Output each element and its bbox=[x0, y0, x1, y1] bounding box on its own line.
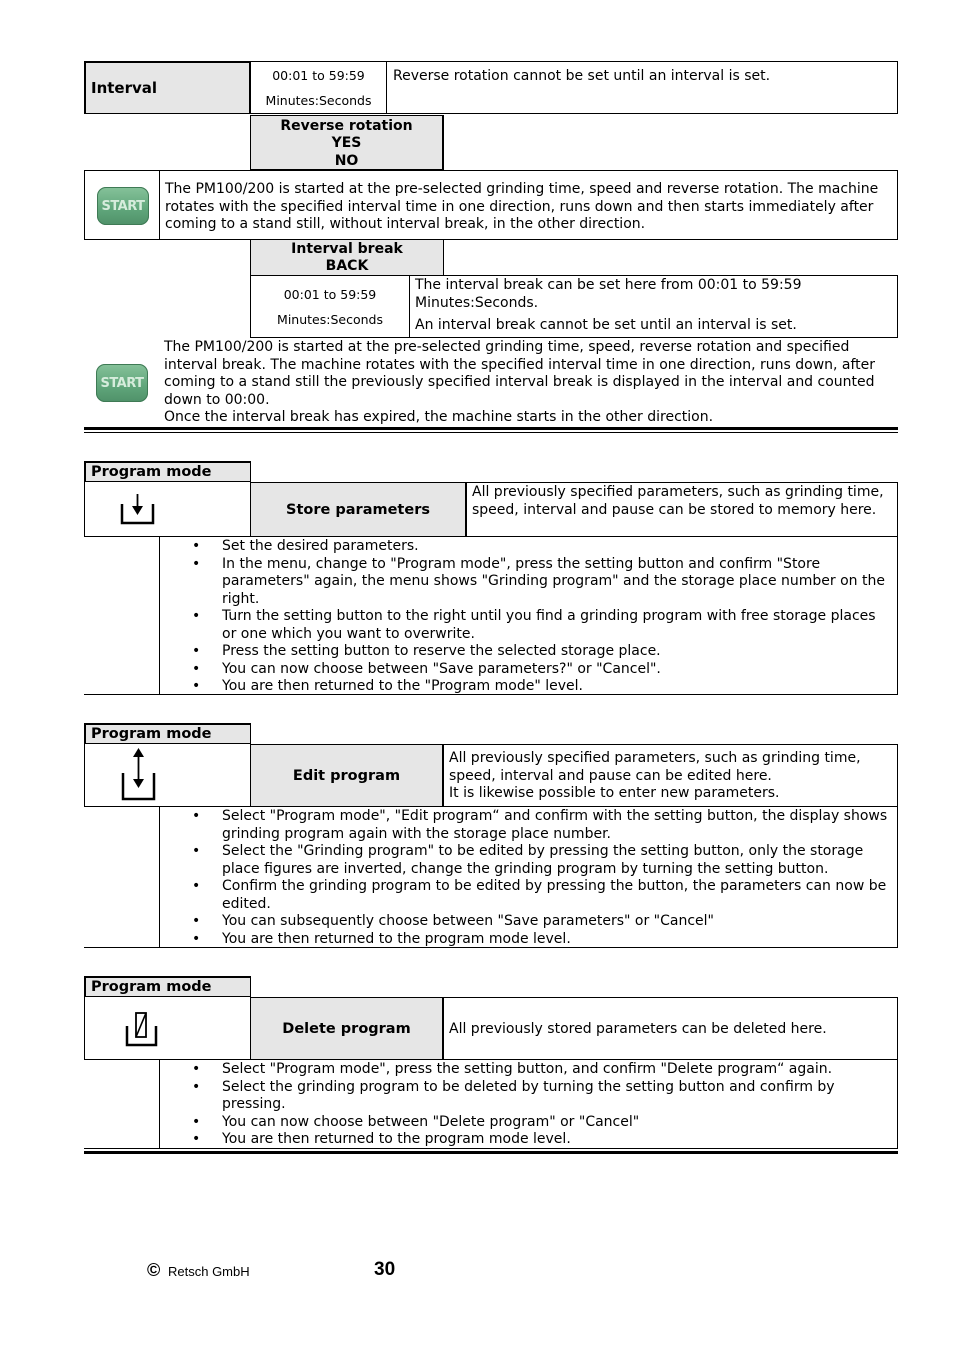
start-button-icon-2 bbox=[96, 364, 148, 402]
edit-program-mode-header bbox=[84, 723, 251, 744]
edit-title-cell bbox=[250, 744, 444, 807]
list-item: • You can subsequently choose between "Save parameters" or "Cancel" bbox=[160, 913, 892, 931]
edit-steps-left bbox=[84, 806, 160, 948]
edit-steps-cell bbox=[159, 806, 898, 948]
delete-steps-left bbox=[84, 1059, 160, 1149]
delete-header-label: Program mode bbox=[91, 979, 212, 995]
edit-icon-cell bbox=[84, 744, 251, 807]
edit-desc-cell bbox=[443, 744, 898, 807]
list-item: • You can now choose between "Delete program" or "Cancel" bbox=[160, 1114, 860, 1132]
start-icon-text-2: START bbox=[100, 375, 144, 391]
delete-steps-cell bbox=[159, 1059, 898, 1149]
interval-break-range-cell bbox=[250, 275, 410, 338]
footer-company: Retsch GmbH bbox=[168, 1264, 250, 1279]
interval-break-note-cell bbox=[409, 275, 898, 338]
reverse-rotation-box bbox=[250, 115, 444, 171]
interval-label: Interval bbox=[91, 79, 158, 97]
list-item: • You are then returned to the program mode level. bbox=[160, 931, 892, 949]
reverse-rotation-yes: YES bbox=[331, 135, 362, 151]
store-steps-cell bbox=[159, 536, 898, 695]
list-item: • Turn the setting button to the right until you find a grinding program with free storage places or one which you want to overwrite. bbox=[160, 608, 890, 643]
list-item: • Select the grinding program to be deleted by turning the setting button and confirm by pressing. bbox=[160, 1079, 860, 1114]
store-icon-cell bbox=[84, 482, 251, 537]
bottom-divider-thin bbox=[84, 1148, 898, 1149]
list-item: • You are then returned to the "Program mode" level. bbox=[160, 678, 890, 696]
list-item: • You are then returned to the program mode level. bbox=[160, 1131, 860, 1149]
edit-desc-2: It is likewise possible to enter new parameters. bbox=[449, 785, 780, 801]
delete-title: Delete program bbox=[282, 1021, 411, 1037]
list-item: • In the menu, change to "Program mode", press the setting button and confirm "Store parameters" again, the menu shows "Grinding program" and the storage place number on the right. bbox=[160, 556, 890, 609]
edit-header-label: Program mode bbox=[91, 726, 212, 742]
start-description-2: The PM100/200 is started at the pre-selected grinding time, speed, reverse rotation and specified interval break. The machine rotates with the specified interval time in one direction, runs down, after coming to a stand still the previously specified interval break is displayed in the interval and counted down to 00:00. bbox=[164, 339, 876, 408]
delete-desc: All previously stored parameters can be deleted here. bbox=[449, 1021, 827, 1037]
list-item: • You can now choose between "Save parameters?" or "Cancel". bbox=[160, 661, 890, 679]
reverse-rotation-title: Reverse rotation bbox=[280, 118, 413, 134]
edit-memory-icon bbox=[120, 748, 160, 802]
section-divider bbox=[84, 427, 898, 430]
reverse-rotation-no: NO bbox=[334, 153, 359, 169]
interval-unit: Minutes:Seconds bbox=[265, 93, 372, 108]
list-item: • Select "Program mode", "Edit program“ and confirm with the setting button, the display shows grinding program again with the storage place number. bbox=[160, 808, 892, 843]
list-item: • Set the desired parameters. bbox=[160, 538, 890, 556]
delete-desc-cell bbox=[443, 997, 898, 1060]
interval-break-unit: Minutes:Seconds bbox=[277, 312, 383, 327]
store-program-mode-header bbox=[84, 461, 251, 482]
store-header-label: Program mode bbox=[91, 464, 212, 480]
section-divider-thin bbox=[84, 432, 898, 433]
start-description-2b: Once the interval break has expired, the machine starts in the other direction. bbox=[164, 409, 714, 425]
interval-range-cell bbox=[250, 61, 387, 114]
edit-title: Edit program bbox=[292, 768, 401, 784]
store-desc: All previously specified parameters, such as grinding time, speed, interval and pause can be stored to memory here. bbox=[472, 484, 884, 518]
start-button-icon bbox=[97, 187, 149, 225]
interval-range: 00:01 to 59:59 bbox=[272, 68, 365, 83]
store-title: Store parameters bbox=[286, 502, 430, 518]
list-item: • Confirm the grinding program to be edited by pressing the button, the parameters can now be edited. bbox=[160, 878, 892, 913]
bottom-divider bbox=[84, 1151, 898, 1154]
interval-label-cell bbox=[84, 61, 250, 114]
interval-break-range: 00:01 to 59:59 bbox=[283, 287, 377, 302]
edit-desc-1: All previously specified parameters, such as grinding time, speed, interval and pause can be edited here. bbox=[449, 750, 861, 784]
interval-break-note-1: The interval break can be set here from 00:01 to 59:59 Minutes:Seconds. bbox=[415, 277, 802, 311]
store-title-cell bbox=[250, 482, 467, 537]
interval-break-title: Interval break bbox=[291, 241, 403, 257]
interval-break-note-2: An interval break cannot be set until an interval is set. bbox=[415, 317, 797, 333]
interval-note: Reverse rotation cannot be set until an interval is set. bbox=[393, 68, 771, 84]
footer-copyright-symbol: © bbox=[147, 1260, 161, 1280]
delete-icon-cell bbox=[84, 997, 251, 1060]
start-icon-cell-1 bbox=[84, 170, 160, 240]
start-icon-text: START bbox=[101, 198, 145, 214]
interval-note-cell bbox=[386, 61, 898, 114]
list-item: • Select the "Grinding program" to be edited by pressing the setting button, only the storage place figures are inverted, change the grinding program by turning the setting button. bbox=[160, 843, 892, 878]
delete-program-mode-header bbox=[84, 976, 251, 997]
interval-break-box bbox=[250, 239, 444, 276]
page-number: 30 bbox=[374, 1259, 396, 1280]
list-item: • Select "Program mode", press the setting button, and confirm "Delete program“ again. bbox=[160, 1061, 860, 1079]
store-memory-icon bbox=[119, 492, 159, 526]
list-item: • Press the setting button to reserve the selected storage place. bbox=[160, 643, 890, 661]
edit-steps-list bbox=[160, 808, 892, 948]
start-desc-cell-1 bbox=[159, 170, 898, 240]
delete-title-cell bbox=[250, 997, 444, 1060]
store-steps-left bbox=[84, 536, 160, 695]
delete-steps-list bbox=[160, 1061, 860, 1149]
store-steps-list bbox=[160, 538, 890, 696]
delete-memory-icon bbox=[124, 1011, 164, 1051]
store-desc-cell bbox=[466, 482, 898, 537]
interval-break-back: BACK bbox=[325, 258, 369, 274]
start-description-1: The PM100/200 is started at the pre-selected grinding time, speed and reverse rotation. The machine rotates with the specified interval time in one direction, runs down and then starts immediately after coming to a stand still, without interval break, in the other direction. bbox=[165, 181, 879, 232]
